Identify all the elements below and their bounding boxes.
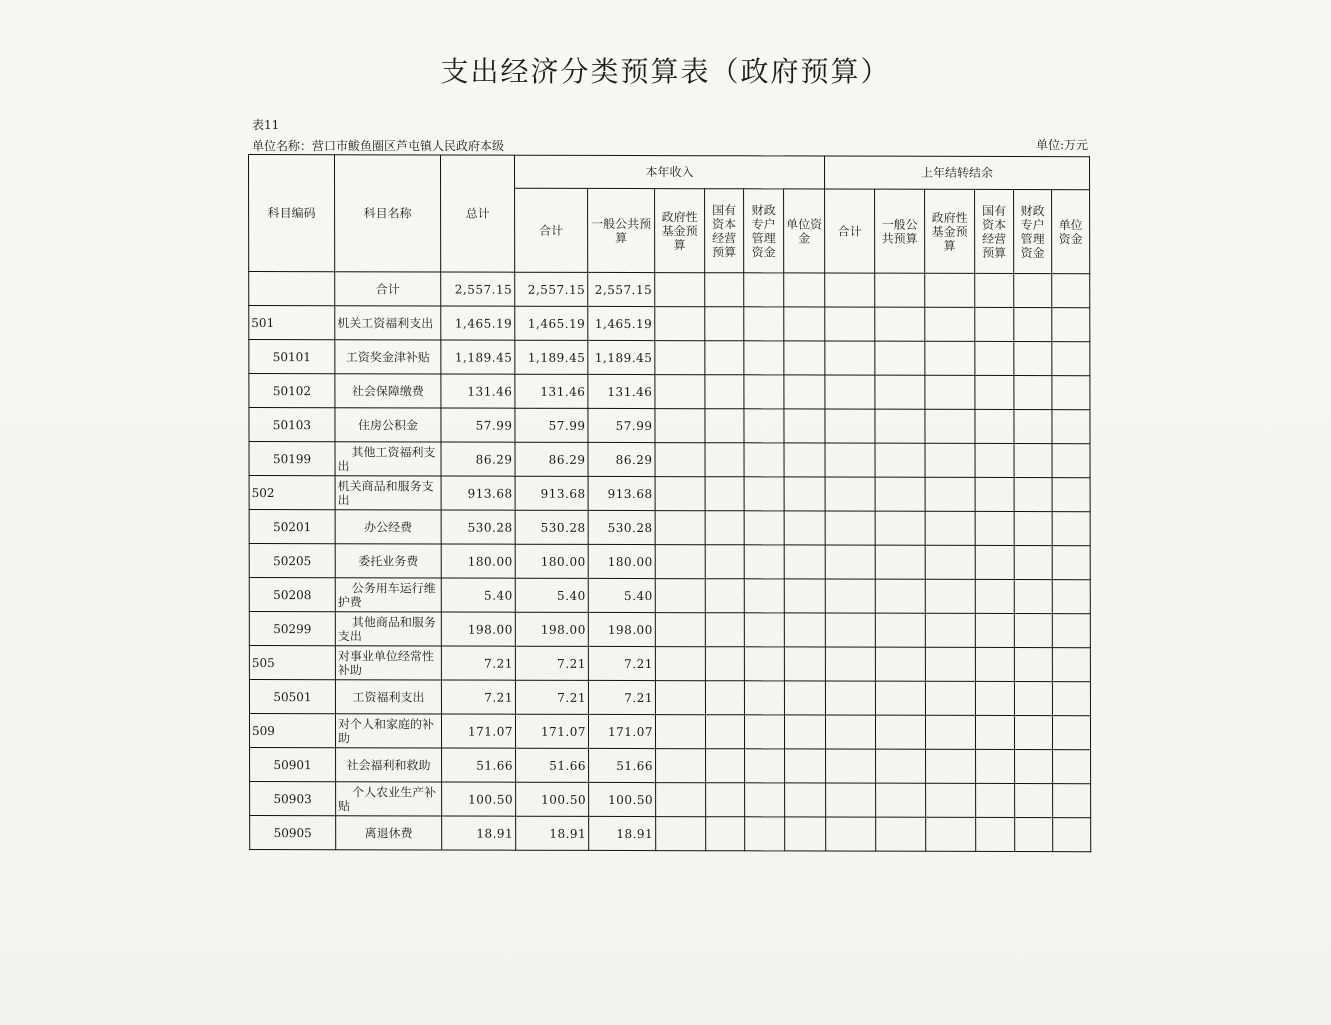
- cell-cy-fund: [655, 545, 705, 579]
- table-row: [249, 476, 1090, 512]
- cell-py-general: [876, 817, 926, 851]
- cell-cy-unit: [784, 545, 825, 579]
- cell-py-fund: [925, 443, 975, 477]
- cell-code: 509: [249, 713, 335, 747]
- cell-code: 505: [249, 645, 335, 679]
- cell-py-fund: [926, 783, 976, 817]
- header-py-general: 一般公共预算: [875, 189, 925, 273]
- cell-py-state-capital: [975, 341, 1014, 375]
- cell-cy-unit: [784, 681, 825, 715]
- cell-py-total: [825, 341, 875, 375]
- cell-py-total: [825, 579, 875, 613]
- cell-py-fund: [925, 715, 975, 749]
- cell-total: 7.21: [441, 646, 515, 680]
- cell-py-general: [875, 477, 925, 511]
- cell-total: 18.91: [442, 816, 516, 850]
- cell-py-total: [826, 817, 876, 851]
- cell-name: 合计: [335, 272, 441, 306]
- cell-cy-state-capital: [705, 647, 744, 681]
- cell-py-state-capital: [975, 647, 1014, 681]
- cell-total: 913.68: [441, 476, 515, 510]
- cell-cy-general: 2,557.15: [588, 272, 655, 306]
- cell-py-state-capital: [975, 443, 1014, 477]
- cell-py-state-capital: [976, 817, 1015, 851]
- cell-cy-total: 171.07: [515, 714, 588, 748]
- cell-py-state-capital: [975, 307, 1014, 341]
- cell-py-special: [1014, 614, 1052, 648]
- cell-cy-special: [744, 375, 784, 409]
- cell-py-general: [875, 409, 925, 443]
- table-row: [249, 577, 1090, 613]
- cell-py-state-capital: [975, 409, 1014, 443]
- cell-py-general: [875, 443, 925, 477]
- cell-name: 委托业务费: [335, 544, 441, 578]
- cell-total: 530.28: [441, 510, 515, 544]
- cell-name: 个人农业生产补贴: [336, 782, 442, 816]
- cell-py-unit: [1052, 682, 1090, 716]
- cell-py-total: [825, 409, 875, 443]
- cell-total: 7.21: [441, 680, 515, 714]
- cell-cy-fund: [655, 647, 705, 681]
- header-py-unit: 单位资金: [1052, 190, 1090, 274]
- cell-cy-total: 2,557.15: [515, 272, 588, 306]
- cell-py-total: [826, 749, 876, 783]
- header-cy-fund: 政府性基金预算: [655, 189, 705, 273]
- cell-py-fund: [925, 375, 975, 409]
- cell-cy-unit: [784, 613, 825, 647]
- cell-py-general: [875, 307, 925, 341]
- cell-cy-general: 198.00: [588, 612, 655, 646]
- cell-py-fund: [925, 613, 975, 647]
- currency-unit: 单位:万元: [1035, 138, 1088, 152]
- cell-total: 51.66: [442, 748, 516, 782]
- header-cy-special: 财政专户管理资金: [744, 189, 784, 273]
- cell-cy-special: [744, 477, 784, 511]
- cell-code: 50501: [249, 679, 335, 713]
- cell-py-fund: [925, 511, 975, 545]
- cell-name: 对事业单位经常性补助: [335, 646, 441, 680]
- cell-cy-general: 7.21: [588, 680, 655, 714]
- table-row: [249, 408, 1090, 444]
- cell-total: 5.40: [441, 578, 515, 612]
- cell-name: 住房公积金: [335, 408, 441, 442]
- cell-code: 50205: [249, 544, 335, 578]
- cell-code: 501: [249, 306, 335, 340]
- cell-cy-special: [744, 715, 784, 749]
- cell-py-special: [1014, 716, 1052, 750]
- cell-code: 50208: [249, 577, 335, 611]
- cell-py-fund: [926, 817, 976, 851]
- budget-table: [248, 154, 1091, 852]
- cell-cy-general: 913.68: [588, 476, 655, 510]
- cell-cy-state-capital: [705, 375, 744, 409]
- cell-py-general: [876, 749, 926, 783]
- header-py-total: 合计: [825, 189, 875, 273]
- cell-name: 工资奖金津补贴: [335, 340, 441, 374]
- unit-name: 单位名称：营口市鲅鱼圈区芦屯镇人民政府本级: [252, 139, 505, 153]
- cell-code: 50201: [249, 510, 335, 544]
- cell-py-state-capital: [975, 579, 1014, 613]
- cell-py-state-capital: [975, 545, 1014, 579]
- cell-cy-total: 198.00: [515, 612, 588, 646]
- cell-cy-total: 180.00: [515, 544, 588, 578]
- cell-cy-fund: [655, 613, 705, 647]
- cell-py-general: [875, 647, 925, 681]
- cell-name: 社会保障缴费: [335, 374, 441, 408]
- table-row: [249, 679, 1090, 715]
- header-py-fund: 政府性基金预算: [925, 189, 975, 273]
- cell-cy-fund: [655, 409, 705, 443]
- cell-py-unit: [1052, 274, 1090, 308]
- table-row: [250, 781, 1091, 817]
- cell-cy-total: 5.40: [515, 578, 588, 612]
- cell-cy-general: 86.29: [588, 442, 655, 476]
- cell-code: 50905: [250, 815, 336, 849]
- table-row: [249, 340, 1090, 376]
- cell-cy-state-capital: [705, 409, 744, 443]
- cell-total: 86.29: [441, 442, 515, 476]
- cell-py-unit: [1053, 818, 1091, 852]
- cell-name: 对个人和家庭的补助: [335, 714, 441, 748]
- cell-py-general: [875, 715, 925, 749]
- cell-cy-special: [744, 647, 784, 681]
- cell-py-fund: [925, 341, 975, 375]
- cell-py-unit: [1052, 648, 1090, 682]
- cell-py-state-capital: [975, 613, 1014, 647]
- cell-total: 171.07: [441, 714, 515, 748]
- cell-cy-unit: [785, 817, 826, 851]
- cell-py-general: [875, 613, 925, 647]
- cell-code: 502: [249, 476, 335, 510]
- cell-cy-state-capital: [705, 341, 744, 375]
- cell-py-total: [825, 477, 875, 511]
- cell-cy-unit: [784, 273, 825, 307]
- header-current-year: 本年收入: [515, 155, 825, 189]
- cell-py-unit: [1052, 580, 1090, 614]
- cell-cy-general: 7.21: [588, 646, 655, 680]
- cell-py-state-capital: [975, 273, 1014, 307]
- table-row: [249, 272, 1090, 308]
- header-py-state-capital: 国有资本经营预算: [975, 189, 1014, 273]
- cell-total: 1,465.19: [441, 306, 515, 340]
- header-cy-state-capital: 国有资本经营预算: [705, 189, 744, 273]
- cell-py-special: [1014, 308, 1052, 342]
- cell-cy-total: 1,189.45: [515, 340, 588, 374]
- cell-code: 50903: [250, 781, 336, 815]
- cell-cy-general: 1,465.19: [588, 306, 655, 340]
- table-row: [249, 442, 1090, 478]
- cell-cy-total: 51.66: [516, 748, 589, 782]
- cell-cy-unit: [784, 511, 825, 545]
- cell-cy-total: 7.21: [515, 646, 588, 680]
- cell-cy-state-capital: [706, 749, 745, 783]
- cell-py-unit: [1052, 342, 1090, 376]
- cell-cy-special: [744, 579, 784, 613]
- cell-total: 2,557.15: [441, 272, 515, 306]
- header-code: 科目编码: [249, 155, 335, 272]
- cell-py-unit: [1052, 546, 1090, 580]
- cell-name: 机关商品和服务支出: [335, 476, 441, 510]
- cell-py-state-capital: [975, 477, 1014, 511]
- cell-cy-special: [744, 307, 784, 341]
- cell-cy-special: [744, 511, 784, 545]
- cell-cy-unit: [785, 783, 826, 817]
- cell-py-total: [825, 545, 875, 579]
- cell-py-special: [1014, 648, 1052, 682]
- cell-py-special: [1015, 750, 1053, 784]
- cell-py-unit: [1052, 478, 1090, 512]
- cell-py-state-capital: [975, 681, 1014, 715]
- header-cy-general: 一般公共预算: [588, 188, 655, 272]
- cell-cy-state-capital: [706, 783, 745, 817]
- cell-py-general: [875, 341, 925, 375]
- cell-cy-general: 180.00: [588, 544, 655, 578]
- page-title: 支出经济分类预算表（政府预算）: [440, 55, 891, 88]
- cell-cy-fund: [655, 341, 705, 375]
- cell-py-state-capital: [975, 715, 1014, 749]
- cell-cy-unit: [784, 341, 825, 375]
- cell-py-total: [825, 613, 875, 647]
- cell-cy-general: 57.99: [588, 408, 655, 442]
- cell-py-total: [825, 647, 875, 681]
- cell-py-unit: [1052, 614, 1090, 648]
- table-number: 表11: [252, 118, 280, 132]
- cell-py-total: [826, 783, 876, 817]
- cell-cy-fund: [656, 749, 706, 783]
- cell-py-special: [1014, 478, 1052, 512]
- cell-cy-state-capital: [705, 613, 744, 647]
- cell-cy-special: [745, 817, 785, 851]
- cell-cy-special: [744, 613, 784, 647]
- cell-py-state-capital: [976, 749, 1015, 783]
- cell-py-total: [825, 511, 875, 545]
- cell-py-special: [1014, 410, 1052, 444]
- cell-cy-fund: [655, 715, 705, 749]
- table-body: [249, 272, 1091, 852]
- cell-cy-total: 18.91: [516, 816, 589, 850]
- header-py-special: 财政专户管理资金: [1014, 190, 1052, 274]
- cell-py-special: [1014, 512, 1052, 546]
- cell-name: 其他工资福利支出: [335, 442, 441, 476]
- cell-total: 1,189.45: [441, 340, 515, 374]
- cell-py-unit: [1052, 308, 1090, 342]
- cell-code: 50901: [250, 747, 336, 781]
- cell-cy-general: 51.66: [589, 748, 656, 782]
- cell-name: 社会福利和救助: [336, 748, 442, 782]
- cell-total: 57.99: [441, 408, 515, 442]
- cell-py-special: [1014, 546, 1052, 580]
- cell-py-general: [876, 783, 926, 817]
- cell-cy-general: 530.28: [588, 510, 655, 544]
- cell-py-fund: [925, 273, 975, 307]
- cell-py-state-capital: [975, 375, 1014, 409]
- cell-code: 50299: [249, 611, 335, 645]
- cell-total: 180.00: [441, 544, 515, 578]
- cell-py-fund: [925, 545, 975, 579]
- cell-py-total: [825, 443, 875, 477]
- cell-cy-special: [744, 681, 784, 715]
- cell-cy-fund: [655, 443, 705, 477]
- cell-cy-state-capital: [705, 545, 744, 579]
- cell-py-fund: [926, 749, 976, 783]
- cell-py-special: [1015, 818, 1053, 852]
- cell-cy-unit: [784, 647, 825, 681]
- cell-cy-special: [745, 749, 785, 783]
- cell-py-total: [825, 681, 875, 715]
- cell-cy-state-capital: [705, 715, 744, 749]
- cell-cy-total: 1,465.19: [515, 306, 588, 340]
- cell-cy-unit: [784, 409, 825, 443]
- cell-cy-state-capital: [705, 477, 744, 511]
- cell-code: 50101: [249, 340, 335, 374]
- cell-py-fund: [925, 579, 975, 613]
- table-row: [250, 815, 1091, 851]
- cell-code: [249, 272, 335, 306]
- cell-cy-unit: [784, 443, 825, 477]
- cell-cy-total: 57.99: [515, 408, 588, 442]
- cell-code: 50102: [249, 374, 335, 408]
- cell-cy-state-capital: [705, 681, 744, 715]
- cell-cy-state-capital: [705, 443, 744, 477]
- cell-py-special: [1014, 376, 1052, 410]
- cell-cy-state-capital: [706, 817, 745, 851]
- table-row: [250, 747, 1091, 783]
- cell-cy-unit: [784, 307, 825, 341]
- cell-py-special: [1014, 682, 1052, 716]
- cell-total: 100.50: [442, 782, 516, 816]
- header-name: 科目名称: [335, 155, 441, 272]
- cell-cy-general: 100.50: [589, 782, 656, 816]
- cell-cy-state-capital: [705, 273, 744, 307]
- cell-py-special: [1014, 342, 1052, 376]
- cell-code: 50103: [249, 408, 335, 442]
- cell-py-unit: [1052, 376, 1090, 410]
- cell-py-unit: [1053, 784, 1091, 818]
- cell-py-total: [825, 375, 875, 409]
- cell-py-total: [825, 715, 875, 749]
- cell-cy-fund: [655, 477, 705, 511]
- cell-cy-state-capital: [705, 579, 744, 613]
- header-prior-year: 上年结转结余: [825, 156, 1090, 190]
- table-row: [249, 306, 1090, 342]
- cell-cy-special: [744, 443, 784, 477]
- cell-cy-fund: [655, 511, 705, 545]
- table-row: [249, 544, 1090, 580]
- cell-py-general: [875, 579, 925, 613]
- cell-py-general: [875, 511, 925, 545]
- cell-py-special: [1014, 444, 1052, 478]
- cell-cy-fund: [656, 783, 706, 817]
- cell-cy-fund: [655, 681, 705, 715]
- cell-cy-special: [744, 545, 784, 579]
- cell-cy-fund: [655, 307, 705, 341]
- cell-cy-total: 131.46: [515, 374, 588, 408]
- cell-cy-general: 131.46: [588, 374, 655, 408]
- cell-py-fund: [925, 647, 975, 681]
- cell-cy-state-capital: [705, 307, 744, 341]
- cell-py-general: [875, 273, 925, 307]
- cell-name: 离退休费: [336, 816, 442, 850]
- table-row: [249, 510, 1090, 546]
- cell-cy-total: 7.21: [515, 680, 588, 714]
- cell-cy-special: [744, 341, 784, 375]
- cell-cy-fund: [655, 375, 705, 409]
- cell-cy-unit: [784, 477, 825, 511]
- cell-py-special: [1015, 784, 1053, 818]
- cell-cy-general: 5.40: [588, 578, 655, 612]
- cell-py-general: [875, 375, 925, 409]
- table-row: [249, 713, 1090, 749]
- cell-total: 198.00: [441, 612, 515, 646]
- cell-cy-total: 100.50: [516, 782, 589, 816]
- cell-cy-unit: [784, 715, 825, 749]
- cell-py-fund: [925, 681, 975, 715]
- cell-py-unit: [1053, 750, 1091, 784]
- header-total: 总计: [441, 155, 515, 272]
- cell-cy-total: 913.68: [515, 476, 588, 510]
- cell-cy-unit: [784, 579, 825, 613]
- cell-py-special: [1014, 580, 1052, 614]
- cell-py-unit: [1052, 444, 1090, 478]
- cell-cy-total: 530.28: [515, 510, 588, 544]
- cell-py-general: [875, 545, 925, 579]
- table-row: [249, 611, 1090, 647]
- cell-name: 机关工资福利支出: [335, 306, 441, 340]
- cell-cy-total: 86.29: [515, 442, 588, 476]
- header-cy-unit: 单位资金: [784, 189, 825, 273]
- cell-code: 50199: [249, 442, 335, 476]
- cell-cy-fund: [656, 817, 706, 851]
- cell-cy-fund: [655, 273, 705, 307]
- cell-cy-general: 1,189.45: [588, 340, 655, 374]
- cell-py-fund: [925, 477, 975, 511]
- cell-cy-unit: [785, 749, 826, 783]
- cell-cy-special: [744, 409, 784, 443]
- cell-cy-special: [745, 783, 785, 817]
- cell-py-total: [825, 273, 875, 307]
- cell-name: 其他商品和服务支出: [335, 612, 441, 646]
- cell-py-unit: [1052, 716, 1090, 750]
- cell-cy-fund: [655, 579, 705, 613]
- cell-total: 131.46: [441, 374, 515, 408]
- table-row: [249, 645, 1090, 681]
- cell-py-fund: [925, 409, 975, 443]
- header-cy-total: 合计: [515, 188, 588, 272]
- cell-cy-state-capital: [705, 511, 744, 545]
- table-row: [249, 374, 1090, 410]
- cell-name: 公务用车运行维护费: [335, 578, 441, 612]
- cell-py-total: [825, 307, 875, 341]
- cell-py-unit: [1052, 410, 1090, 444]
- cell-name: 办公经费: [335, 510, 441, 544]
- cell-cy-general: 18.91: [589, 816, 656, 850]
- cell-py-state-capital: [975, 511, 1014, 545]
- cell-py-state-capital: [976, 783, 1015, 817]
- cell-cy-special: [744, 273, 784, 307]
- cell-name: 工资福利支出: [335, 680, 441, 714]
- cell-py-special: [1014, 274, 1052, 308]
- cell-cy-unit: [784, 375, 825, 409]
- cell-py-unit: [1052, 512, 1090, 546]
- cell-cy-general: 171.07: [588, 714, 655, 748]
- cell-py-fund: [925, 307, 975, 341]
- cell-py-general: [875, 681, 925, 715]
